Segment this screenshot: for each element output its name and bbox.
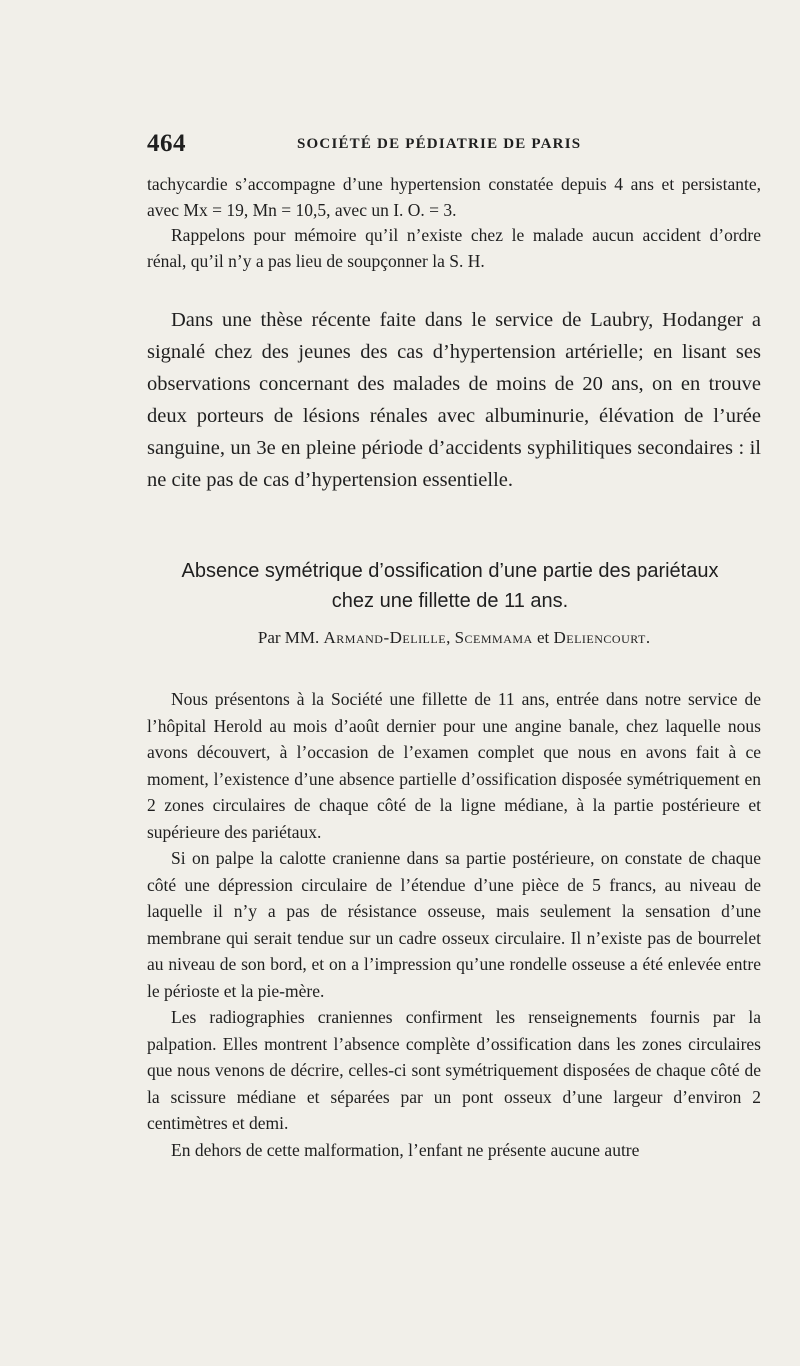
article-paragraph-2: Si on palpe la calotte cranienne dans sa partie postérieure, on constate de chaque côté une dépression circulaire de l’étendue d’une pièce de 5 francs, au niveau de laquelle il n’y a pas de résistance osseuse, mais seulement la sensation d’une membrane qui serait tendue sur un cadre osseux circulaire. Il n’existe pas de bourrelet au niveau de son bord, et on a l’impression qu’une rondelle osseuse a été enlevée entre le périoste et la pie-mère. [147,848,761,1001]
authors-prefix: Par MM. [257,628,320,647]
article-title-line-2: chez une fillette de 11 ans. [331,590,569,612]
article-title-line-1: Absence symétrique d’ossification d’une partie des pariétaux [181,560,719,582]
thesis-section [147,304,761,496]
article-paragraph-3: Les radiographies craniennes confirment les renseignements fournis par la palpation. Elles montrent l’absence complète d’ossification dans les zones circulaires que nous venons de décrire, celles-ci sont symétriquement disposées de chaque côté de la scissure médiane et séparées par un pont osseux d’une largeur d’environ 2 centimètres et demi. [147,1007,761,1133]
author-3: Deliencourt [553,628,646,647]
page-header [147,130,761,162]
thesis-paragraph: Dans une thèse récente faite dans le service de Laubry, Hodanger a signalé chez des jeunes des cas d’hypertension artérielle; en lisant ses observations concernant des malades de moins de 20 ans, on en trouve deux porteurs de lésions rénales avec albuminurie, élévation de l’urée sanguine, un 3e en pleine période d’accidents syphilitiques secondaires : il ne cite pas de cas d’hypertension essentielle. [147,309,761,491]
page-number: 464 [147,130,186,157]
intro-paragraph-2: Rappelons pour mémoire qu’il n’existe chez le malade aucun accident d’ordre rénal, qu’il n’y a pas lieu de soupçonner la S. H. [147,225,761,271]
intro-paragraph-1: tachycardie s’accompagne d’une hypertension constatée depuis 4 ans et persistante, avec Mx = 19, Mn = 10,5, avec un I. O. = 3. [147,174,761,220]
author-2: Scemmama [454,628,533,647]
intro-section [147,172,761,274]
authors-and: et [536,628,550,647]
author-1: Armand-Delille [323,628,447,647]
running-head: SOCIÉTÉ DE PÉDIATRIE DE PARIS [297,136,582,152]
article-paragraph-4: En dehors de cette malformation, l’enfant ne présente aucune autre [171,1139,640,1160]
article-authors: Par MM. Armand-Delille, Scemmama et Deliencourt. [257,628,651,647]
article-body [147,686,761,1163]
article-title [100,556,800,616]
article-paragraph-1: Nous présentons à la Société une fillette de 11 ans, entrée dans notre service de l’hôpital Herold au mois d’août dernier pour une angine banale, chez laquelle nous avons découvert, à l’occasion de l’examen complet que nous en avons fait à ce moment, l’existence d’une absence partielle d’ossification disposée symétriquement en 2 zones circulaires de chaque côté de la ligne médiane, à la partie postérieure et supérieure des pariétaux. [147,689,761,842]
